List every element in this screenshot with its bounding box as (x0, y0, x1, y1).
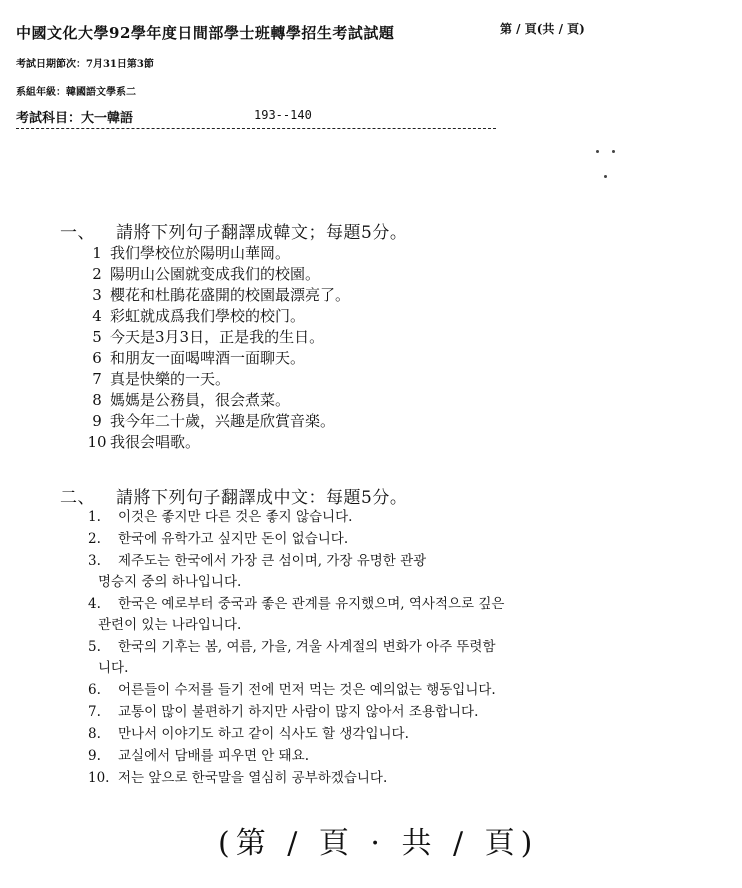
header-divider (16, 128, 496, 129)
item-number: 6 (92, 349, 102, 367)
list-item (88, 551, 504, 593)
exam-title: 中國文化大學92學年度日間部學士班轉學招生考試試題 (16, 24, 395, 42)
item-text: 今天是3月3日，正是我的生日。 (110, 328, 325, 346)
item-number: 3. (88, 553, 101, 569)
item-number: 4 (92, 307, 102, 325)
item-number: 9 (92, 412, 102, 430)
item-text: 한국의 기후는 봄, 여름, 가을, 겨울 사계절의 변화가 아주 뚜렷함 (118, 639, 496, 655)
item-text: 한국에 유학가고 싶지만 돈이 없습니다. (118, 531, 349, 547)
item-text: 만나서 이야기도 하고 같이 식사도 할 생각입니다. (118, 726, 409, 742)
item-number: 2. (88, 531, 101, 547)
item-text: 媽媽是公務員，很会煮菜。 (110, 391, 291, 409)
list-item (84, 369, 350, 390)
item-number: 9. (88, 748, 101, 764)
section-1-number: 一、 (60, 223, 95, 243)
item-text: 교통이 많이 불편하기 하지만 사람이 많지 않아서 조용합니다. (118, 704, 479, 720)
exam-subject: 考試科目：大一韓語 (16, 111, 134, 126)
item-text: 真是快樂的一天。 (110, 370, 231, 388)
item-text: 櫻花和杜鵑花盛開的校園最漂亮了。 (110, 286, 351, 304)
list-item (88, 680, 504, 701)
item-text: 교실에서 담배를 피우면 안 돼요. (118, 748, 309, 764)
item-text: 제주도는 한국에서 가장 큰 섬이며, 가장 유명한 관광 (118, 553, 427, 569)
item-text-continuation: 니다. (98, 660, 129, 676)
list-item (88, 594, 504, 636)
item-number: 7 (92, 370, 102, 388)
item-text: 이것은 좋지만 다른 것은 좋지 않습니다. (118, 509, 353, 525)
scan-speck (612, 150, 615, 153)
exam-date: 考試日期節次：7月31日第3節 (16, 59, 154, 70)
item-number: 7. (88, 704, 101, 720)
item-number: 5. (88, 639, 101, 655)
list-item (88, 637, 504, 679)
section-1-heading (60, 218, 407, 243)
list-item (84, 306, 350, 327)
section-2-heading (60, 483, 407, 508)
list-item (84, 348, 350, 369)
list-item (84, 327, 350, 348)
list-item (88, 702, 504, 723)
list-item (84, 243, 350, 264)
list-item (84, 285, 350, 306)
item-number: 10. (88, 770, 110, 786)
item-text: 彩虹就成爲我们學校的校门。 (110, 307, 306, 325)
scan-speck (596, 150, 599, 153)
item-text: 我今年二十歲，兴趣是欣賞音楽。 (110, 412, 336, 430)
item-text: 我很会唱歌。 (110, 433, 201, 451)
list-item (88, 507, 504, 528)
list-item (84, 264, 350, 285)
item-number: 1 (92, 244, 102, 262)
list-item (84, 390, 350, 411)
department: 系組年級：韓國語文學系二 (16, 87, 136, 98)
item-number: 6. (88, 682, 101, 698)
item-text: 저는 앞으로 한국말을 열심히 공부하겠습니다. (118, 770, 388, 786)
scan-speck (604, 175, 607, 178)
list-item (88, 746, 504, 767)
section-1-list (84, 243, 350, 453)
list-item (88, 529, 504, 550)
list-item (84, 411, 350, 432)
item-text-continuation: 명승지 중의 하나입니다. (98, 574, 242, 590)
item-number: 8 (92, 391, 102, 409)
section-1-instruction: 請將下列句子翻譯成韓文；每題5分。 (116, 223, 408, 243)
item-number: 5 (92, 328, 102, 346)
item-text: 한국은 예로부터 중국과 좋은 관계를 유지했으며, 역사적으로 깊은 (118, 596, 505, 612)
list-item (84, 432, 350, 453)
item-number: 1. (88, 509, 101, 525)
item-text-continuation: 관련이 있는 나라입니다. (98, 617, 242, 633)
page-footer: (第 / 頁 · 共 / 頁) (218, 826, 539, 861)
item-text: 我们學校位於陽明山華岡。 (110, 244, 291, 262)
section-2-instruction: 請將下列句子翻譯成中文：每題5分。 (116, 488, 408, 508)
item-number: 2 (92, 265, 102, 283)
item-number: 4. (88, 596, 101, 612)
exam-code: 193--140 (254, 108, 312, 122)
item-text: 陽明山公園就变成我们的校園。 (110, 265, 321, 283)
page-info: 第 / 頁(共 / 頁) (500, 22, 585, 36)
list-item (88, 724, 504, 745)
section-2-list (88, 507, 504, 790)
item-number: 3 (92, 286, 102, 304)
item-text: 어른들이 수저를 들기 전에 먼저 먹는 것은 예의없는 행동입니다. (118, 682, 496, 698)
item-number: 10 (87, 433, 107, 451)
section-2-number: 二、 (60, 488, 95, 508)
item-number: 8. (88, 726, 101, 742)
list-item (88, 768, 504, 789)
item-text: 和朋友一面喝啤酒一面聊天。 (110, 349, 306, 367)
